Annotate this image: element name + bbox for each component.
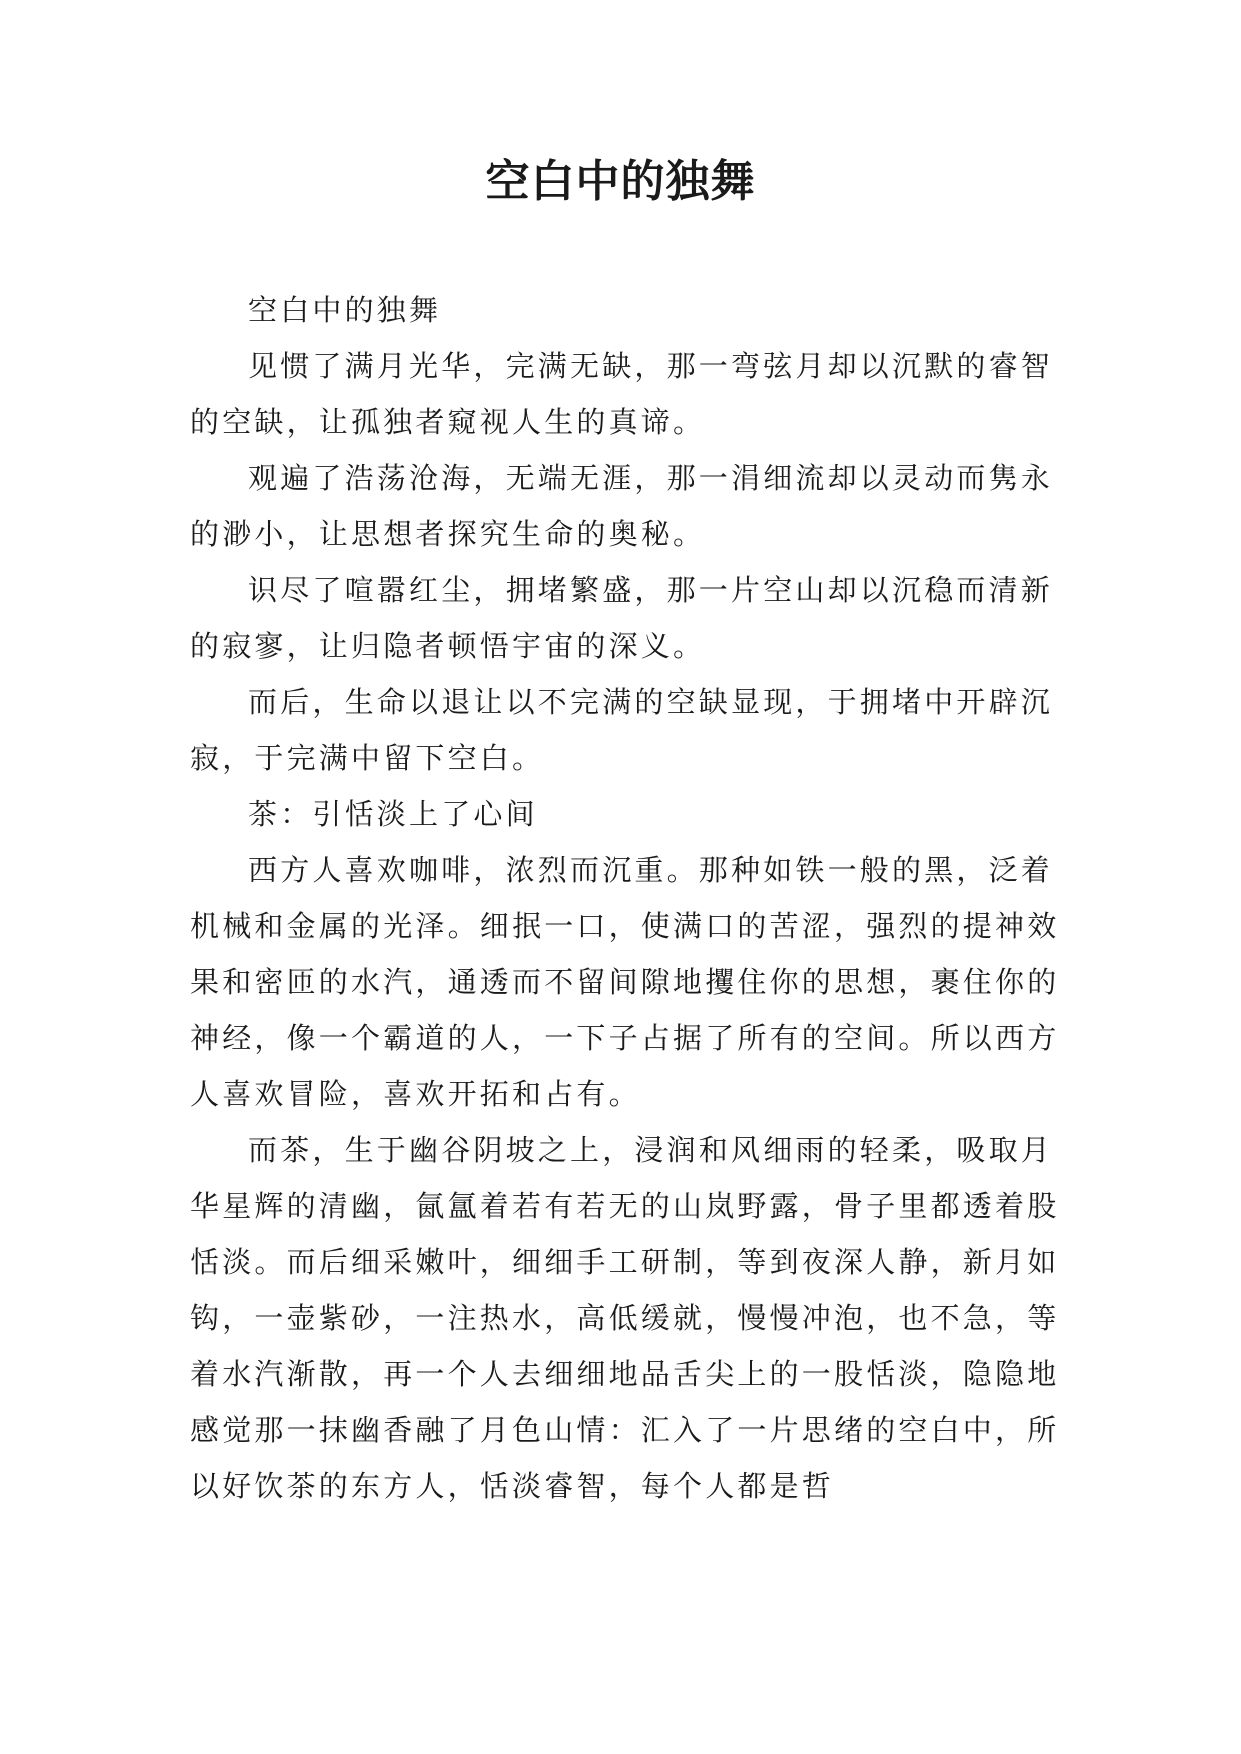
paragraph: 见惯了满月光华，完满无缺，那一弯弦月却以沉默的睿智的空缺，让孤独者窥视人生的真谛。 [190,349,1054,439]
document-title: 空白中的独舞 [485,156,756,207]
paragraph-subheading: 茶：引恬淡上了心间 [248,797,538,831]
paragraph: 而后，生命以退让以不完满的空缺显现，于拥堵中开辟沉寂，于完满中留下空白。 [190,685,1054,775]
paragraph: 识尽了喧嚣红尘，拥堵繁盛，那一片空山却以沉稳而清新的寂寥，让归隐者顿悟宇宙的深义。 [190,573,1054,663]
paragraph: 观遍了浩荡沧海，无端无涯，那一涓细流却以灵动而隽永的渺小，让思想者探究生命的奥秘。 [190,461,1054,551]
document-body [190,282,1060,1514]
paragraph-heading: 空白中的独舞 [248,293,442,327]
paragraph: 而茶，生于幽谷阴坡之上，浸润和风细雨的轻柔，吸取月华星辉的清幽，氤氲着若有若无的山岚野露，骨子里都透着股恬淡。而后细采嫩叶，细细手工研制，等到夜深人静，新月如钩，一壶紫砂，一注热水，高低缓就，慢慢冲泡，也不急，等着水汽渐散，再一个人去细细地品舌尖上的一股恬淡，隐隐地感觉那一抹幽香融了月色山情：汇入了一片思绪的空白中，所以好饮茶的东方人，恬淡睿智，每个人都是哲 [190,1133,1060,1503]
paragraph: 西方人喜欢咖啡，浓烈而沉重。那种如铁一般的黑，泛着机械和金属的光泽。细抿一口，使满口的苦涩，强烈的提神效果和密匝的水汽，通透而不留间隙地攫住你的思想，裹住你的神经，像一个霸道的人，一下子占据了所有的空间。所以西方人喜欢冒险，喜欢开拓和占有。 [190,853,1060,1111]
